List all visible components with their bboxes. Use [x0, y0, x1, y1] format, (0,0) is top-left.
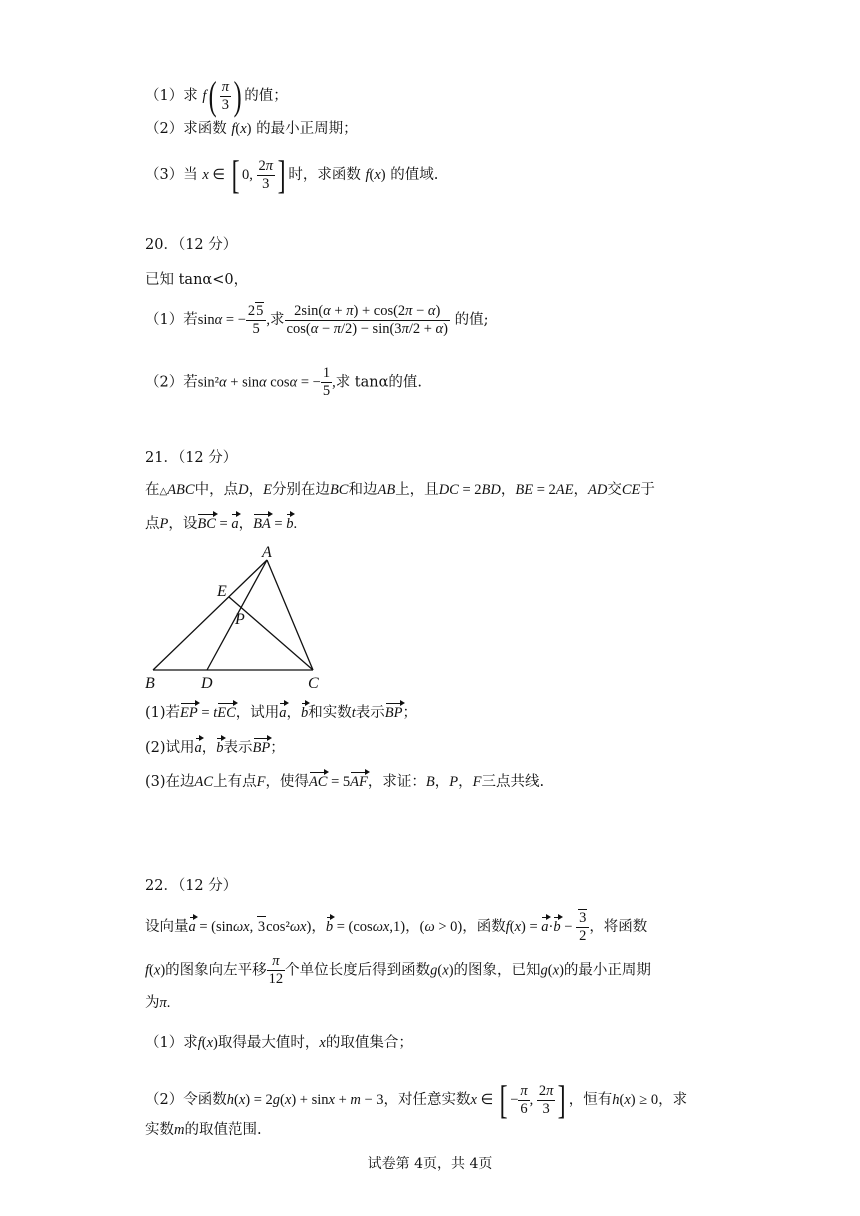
- q19-part1: （1）求 f( $\frac{\pi}{3}$ ) 的值；: [145, 73, 288, 118]
- q22-heading: 22．（12 分）: [145, 878, 238, 894]
- label-d: D: [201, 675, 213, 690]
- q20-part2: （2）若sin²α + sinα cosα = − $\frac{1}{5}$ ,求 tanα的值.: [145, 365, 423, 399]
- q21-part1: (1)若EP = tEC，试用a，b和实数t表示BP；: [145, 705, 418, 721]
- q21-part2: (2)试用a，b表示BP；: [145, 740, 285, 756]
- q19-part2: （2）求函数 f(x) 的最小正周期；: [145, 121, 358, 137]
- label-c: C: [308, 675, 319, 690]
- q22-line3: 为π.: [145, 995, 171, 1011]
- q21-part3: (3)在边AC上有点F，使得AC = 5AF，求证：B，P，F三点共线.: [145, 774, 545, 790]
- q20-heading: 20．（12 分）: [145, 237, 238, 253]
- q22-part2: （2）令函数h(x) = 2g(x) + sinx + m − 3，对任意实数x ∈ [ − $\frac{\pi}{6}$ , $\frac{2\pi}{3}$ ] ，恒有h(x) ≥ 0，求: [145, 1077, 688, 1122]
- label-e: E: [217, 583, 227, 600]
- q21-statement-line2: 点P，设BC = a，BA = b.: [145, 516, 298, 532]
- q22-line1: 设向量a = (sinωx, 3cos²ωx)，b = (cosωx,1)，(ω > 0)，函数f(x) = a·b − $\frac{3}{2}$ ，将函数: [145, 910, 648, 944]
- q21-heading: 21．（12 分）: [145, 450, 238, 466]
- q20-part1: （1）若sinα = − $\frac{25}{5}$ ,求 $\frac{2\sin(\alpha + \pi) + \cos(2\pi - \alpha)}{\cos(\alpha - \pi/2) - \sin(3\pi/2 + \alpha)}$ 的值;: [145, 302, 489, 337]
- label-p: P: [235, 611, 245, 628]
- q22-part1: （1）求f(x)取得最大值时，x的取值集合；: [145, 1035, 413, 1051]
- triangle-figure: [140, 540, 340, 690]
- q20-intro: 已知 tanα<0，: [145, 272, 249, 288]
- q22-last-line: 实数m的取值范围.: [145, 1122, 262, 1138]
- label-b: B: [145, 675, 155, 690]
- q22-line2: f(x)的图象向左平移 $\frac{\pi}{12}$ 个单位长度后得到函数g(x)的图象，已知g(x)的最小正周期: [145, 953, 651, 987]
- q21-statement-line1: 在△ABC中，点D，E分别在边BC和边AB上，且DC = 2BD，BE = 2AE，AD交CE于: [145, 482, 655, 498]
- label-a: A: [262, 544, 272, 561]
- q19-part3: （3）当 x ∈ [ 0, $\frac{2\pi}{3}$ ] 时，求函数 f(x) 的值域.: [145, 152, 439, 197]
- segment-ce: [229, 597, 313, 670]
- side-ac: [267, 560, 313, 670]
- page-footer: 试卷第 4页，共 4页: [367, 1156, 493, 1172]
